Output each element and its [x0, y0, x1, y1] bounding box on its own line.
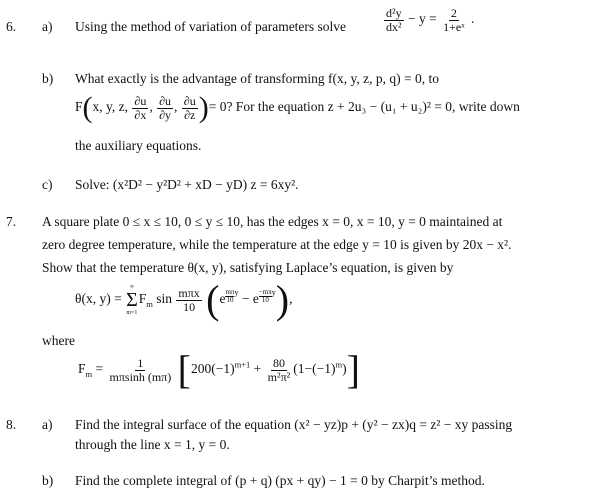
q7-exp2	[259, 289, 272, 304]
q6a-rhs-num: 2	[450, 6, 457, 20]
q6a-lhs-fraction	[384, 7, 404, 33]
q7-sum-sign: Σ	[126, 289, 138, 311]
q7-coef	[108, 357, 174, 383]
q6a-text: Using the method of variation of parameters solve	[75, 19, 347, 34]
q6a-lhs-num: d²y	[386, 6, 402, 20]
q7-exp1-den: 10	[226, 296, 234, 305]
q6a-minus-y: − y =	[407, 11, 437, 27]
q7-line3: Show that the temperature θ(x, y), satisfying Laplace’s equation, is given by	[42, 260, 454, 275]
q6b-line2-rest: = 0? For the equation z + 2u₃ − (u₁ + u₂)² = 0, write down	[208, 99, 520, 115]
q6b-line3: the auxiliary equations.	[75, 138, 202, 153]
q7-open-paren: (	[206, 277, 220, 322]
q6b-partial-z	[182, 95, 198, 121]
q7-number: 7.	[6, 214, 17, 229]
q7-plus: +	[253, 361, 262, 377]
q8a-label: a)	[42, 417, 53, 432]
q7-minus: −	[241, 291, 250, 307]
q7-term2-num: 80	[272, 355, 285, 370]
q7-exp2-var: y	[271, 288, 276, 298]
q7-def-F-sub: m	[85, 368, 93, 379]
q7-def-F: F	[78, 361, 86, 377]
q7-sin-den: 10	[183, 299, 196, 314]
q6b-F-args: x, y, z,	[92, 99, 129, 115]
q7-sin: sin	[156, 291, 172, 307]
q6b-close-paren: )	[198, 91, 209, 124]
q7-Fm-sub: m	[146, 298, 153, 309]
q7-term2	[266, 357, 293, 383]
q7-bracket-term: 200(−1)	[191, 361, 235, 377]
q7-open-bracket: [	[177, 347, 191, 392]
q7-exp1-num: mπ	[225, 288, 235, 297]
q6b-partial-x	[132, 95, 148, 121]
q7-coef-den: mπsinh (mπ)	[109, 369, 172, 384]
q8b-label: b)	[42, 473, 54, 488]
q6b-dz: ∂z	[184, 107, 196, 122]
q6a-label: a)	[42, 19, 53, 34]
q7-comma: ,	[289, 291, 293, 307]
q6a-end: .	[471, 11, 475, 27]
q7-exp2-den: 10	[261, 296, 269, 305]
q7-term2-rest: (1−(−1)	[293, 361, 336, 377]
q6b-partial-y	[157, 95, 173, 121]
q7-e2: e	[252, 291, 259, 307]
q6b-F: F	[75, 99, 83, 115]
q6b-du-3: ∂u	[183, 93, 196, 108]
q7-term2-exp: m	[335, 359, 343, 370]
q6a-ode	[383, 7, 474, 33]
q7-sin-arg	[176, 287, 201, 313]
q6a-rhs-den: 1+eˣ	[443, 19, 465, 34]
q8a-line2: through the line x = 1, y = 0.	[75, 437, 230, 452]
q7-line1: A square plate 0 ≤ x ≤ 10, 0 ≤ y ≤ 10, has the edges x = 0, x = 10, y = 0 maintained at	[42, 214, 503, 229]
q7-close-bracket: ]	[346, 347, 360, 392]
q7-Fm-definition	[78, 347, 360, 392]
q7-close-paren: )	[275, 277, 290, 322]
q6a-rhs-fraction	[441, 7, 467, 33]
q6b-line1: What exactly is the advantage of transforming f(x, y, z, p, q) = 0, to	[75, 71, 439, 86]
q6b-open-paren: (	[82, 91, 93, 124]
q7-term2-den: m²π²	[267, 369, 291, 384]
q7-bracket-exp: m+1	[234, 359, 251, 370]
q7-sum-bottom: m=1	[126, 310, 138, 316]
q7-theta-lhs: θ(x, y) =	[75, 291, 122, 307]
q6c-label: c)	[42, 177, 53, 192]
q7-sin-num: mπx	[178, 285, 200, 300]
q7-def-eq: =	[95, 361, 104, 377]
q6b-du-1: ∂u	[134, 93, 147, 108]
q6b-line2: F(x, y, z, $\frac{\partial u}{\partial x}$ , $\frac{\partial u}{\partial y}$ , $\frac{\partial u}{\partial z}$ )= 0? For the equation z + 2u₃ − (u₁ + u₂)² = 0, write down	[75, 91, 520, 124]
q7-sum	[126, 284, 138, 316]
q7-term2-close: )	[342, 361, 347, 377]
q8-number: 8.	[6, 417, 17, 432]
q7-coef-num: 1	[137, 355, 144, 370]
q7-line2: zero degree temperature, while the temperature at the edge y = 10 is given by 20x − x².	[42, 237, 512, 252]
q6b-dx: ∂x	[134, 107, 147, 122]
q6-number: 6.	[6, 19, 17, 34]
q6c-text: Solve: (x²D² − y²D² + xD − yD) z = 6xy².	[75, 177, 299, 192]
q7-where: where	[42, 333, 75, 348]
q7-exp2-num: −mπ	[258, 288, 272, 297]
q6a-lhs-den: dx²	[386, 19, 402, 34]
q7-sum-top: ∞	[129, 284, 135, 290]
q7-Fm: F	[138, 291, 147, 307]
q7-exp1-var: y	[234, 288, 239, 298]
q7-theta-equation	[75, 277, 293, 322]
q6b-du-2: ∂u	[159, 93, 172, 108]
q6b-label: b)	[42, 71, 54, 86]
q8b-text: Find the complete integral of (p + q) (px + qy) − 1 = 0 by Charpit’s method.	[75, 473, 485, 488]
q7-e1: e	[219, 291, 226, 307]
q8a-line1: Find the integral surface of the equation (x² − yz)p + (y² − zx)q = z² − xy passing	[75, 417, 513, 432]
q6b-dy: ∂y	[159, 107, 172, 122]
